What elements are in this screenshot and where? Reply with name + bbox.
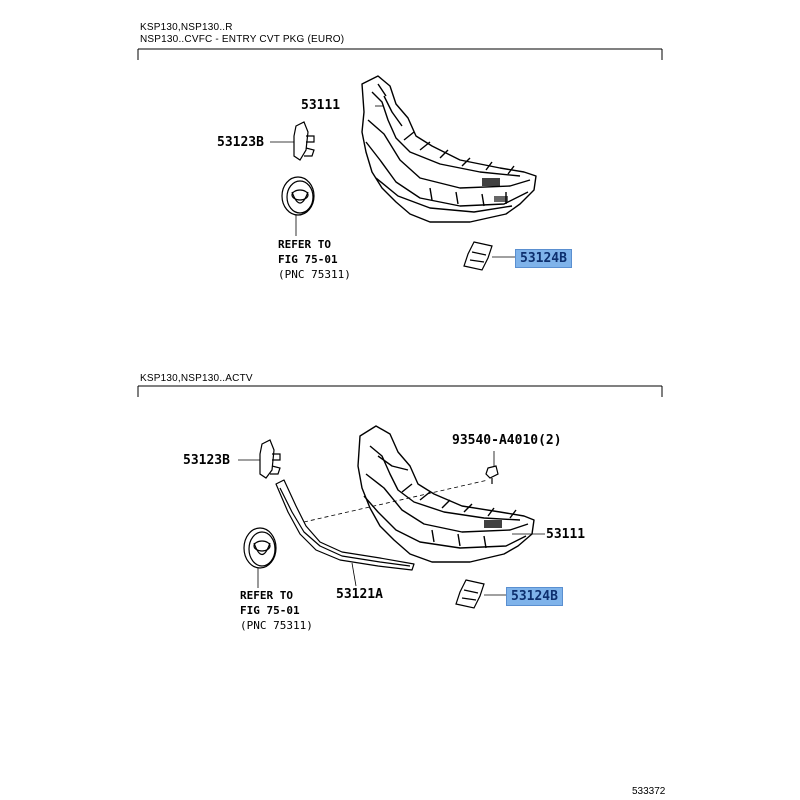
part-53123b-bottom[interactable]: 53123B	[183, 453, 230, 468]
refer-to-fig-bottom[interactable]	[240, 588, 313, 633]
section2-frame	[138, 386, 662, 397]
section1-header-line2: NSP130..CVFC - ENTRY CVT PKG (EURO)	[140, 34, 345, 45]
bracket-53123b-bottom	[238, 440, 280, 478]
refer-line2: FIG 75-01	[278, 253, 338, 266]
bracket-53123b-top	[270, 122, 314, 160]
part-53123b-top[interactable]: 53123B	[217, 135, 264, 150]
clip-53124b-bottom	[456, 580, 506, 608]
section1-header-line1: KSP130,NSP130..R	[140, 22, 233, 33]
clip-53124b-top	[464, 242, 515, 270]
refer-line3: (PNC 75311)	[278, 268, 351, 281]
refer-line1: REFER TO	[240, 589, 293, 602]
part-53124b-bottom[interactable]: 53124B	[506, 587, 563, 606]
illustration-number: 533372	[632, 786, 666, 797]
refer-line3: (PNC 75311)	[240, 619, 313, 632]
part-53111-top[interactable]: 53111	[301, 98, 341, 113]
part-53124b-top[interactable]: 53124B	[515, 249, 572, 268]
section2-header-line1: KSP130,NSP130..ACTV	[140, 373, 253, 384]
grille-53111-top	[362, 76, 536, 222]
bolt-93540	[486, 451, 498, 484]
refer-to-fig-top[interactable]	[278, 237, 351, 282]
refer-line1: REFER TO	[278, 238, 331, 251]
section1-frame	[138, 49, 662, 60]
refer-line2: FIG 75-01	[240, 604, 300, 617]
part-53111-bottom[interactable]: 53111	[546, 527, 586, 542]
part-93540-a4010[interactable]: 93540-A4010(2)	[452, 433, 562, 448]
emblem-top	[282, 177, 314, 236]
emblem-bottom	[244, 528, 276, 588]
part-53121a[interactable]: 53121A	[336, 587, 383, 602]
moulding-53121a	[276, 480, 414, 586]
